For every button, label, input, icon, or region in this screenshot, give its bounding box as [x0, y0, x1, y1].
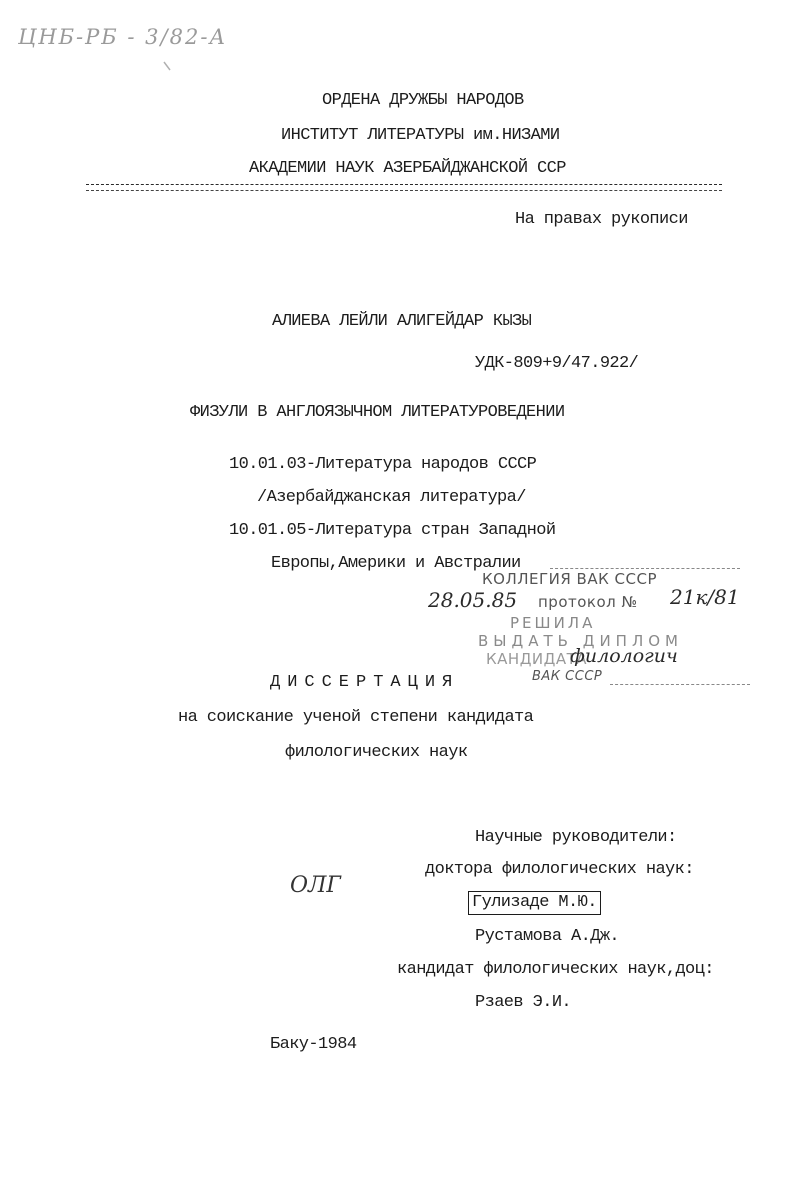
- initials-text: ОЛГ: [290, 873, 341, 898]
- specialty-subtitle-2: Европы,Америки и Австралии: [271, 554, 521, 573]
- supervisor-name-1: Гулизаде М.Ю.: [472, 893, 597, 912]
- place-and-year: Баку-1984: [270, 1035, 357, 1054]
- degree-field-line: филологических наук: [285, 743, 468, 762]
- archive-note-text: ЦНБ-РБ - 3/82-А: [18, 25, 228, 49]
- stamp-protocol-label: протокол №: [538, 593, 638, 611]
- supervisor-name-3: Рзаев Э.И.: [475, 993, 572, 1012]
- udk-code: УДК-809+9/47.922/: [475, 354, 639, 373]
- supervisor-degree-candidate: кандидат филологических наук,доц:: [397, 960, 714, 979]
- stamp-border-top: [550, 568, 740, 569]
- handwritten-initials: [288, 866, 348, 906]
- supervisor-name-2: Рустамова А.Дж.: [475, 927, 620, 946]
- academy-heading: АКАДЕМИИ НАУК АЗЕРБАЙДЖАНСКОЙ ССР: [249, 159, 566, 178]
- author-name: АЛИЕВА ЛЕЙЛИ АЛИГЕЙДАР КЫЗЫ: [272, 312, 532, 331]
- stamp-candidate-label: КАНДИДАТА: [486, 650, 588, 668]
- stamp-protocol-number-handwritten: 21к/81: [670, 585, 740, 609]
- manuscript-rights-note: На правах рукописи: [515, 210, 688, 229]
- header-divider: [86, 184, 722, 185]
- vak-stamp: [420, 566, 755, 696]
- stamp-date-handwritten: 28.05.85: [428, 588, 518, 612]
- dissertation-label: ДИССЕРТАЦИЯ: [270, 673, 460, 692]
- stamp-degree-handwritten: филологич: [570, 645, 678, 667]
- stamp-commission-label: КОЛЛЕГИЯ ВАК СССР: [482, 570, 657, 588]
- supervisors-label: Научные руководители:: [475, 828, 677, 847]
- stamp-border-bottom: [610, 684, 750, 685]
- stamp-vak-footer: ВАК СССР: [532, 669, 603, 684]
- specialty-subtitle-1: /Азербайджанская литература/: [257, 488, 526, 507]
- degree-purpose-line: на соискание ученой степени кандидата: [178, 708, 534, 727]
- stamp-decided-label: РЕШИЛА: [510, 614, 596, 632]
- stamp-issue-diploma-label: ВЫДАТЬ ДИПЛОМ: [478, 632, 683, 650]
- handwritten-archive-note: [14, 14, 284, 74]
- order-of-friendship-heading: ОРДЕНА ДРУЖБЫ НАРОДОВ: [322, 91, 524, 110]
- dissertation-title: ФИЗУЛИ В АНГЛОЯЗЫЧНОМ ЛИТЕРАТУРОВЕДЕНИИ: [190, 403, 565, 422]
- header-divider-second: [86, 190, 722, 191]
- specialty-code-1: 10.01.03-Литература народов СССР: [229, 455, 537, 474]
- specialty-code-2: 10.01.05-Литература стран Западной: [229, 521, 556, 540]
- institute-heading: ИНСТИТУТ ЛИТЕРАТУРЫ им.НИЗАМИ: [281, 126, 560, 145]
- supervisor-degree-doctor: доктора филологических наук:: [425, 860, 694, 879]
